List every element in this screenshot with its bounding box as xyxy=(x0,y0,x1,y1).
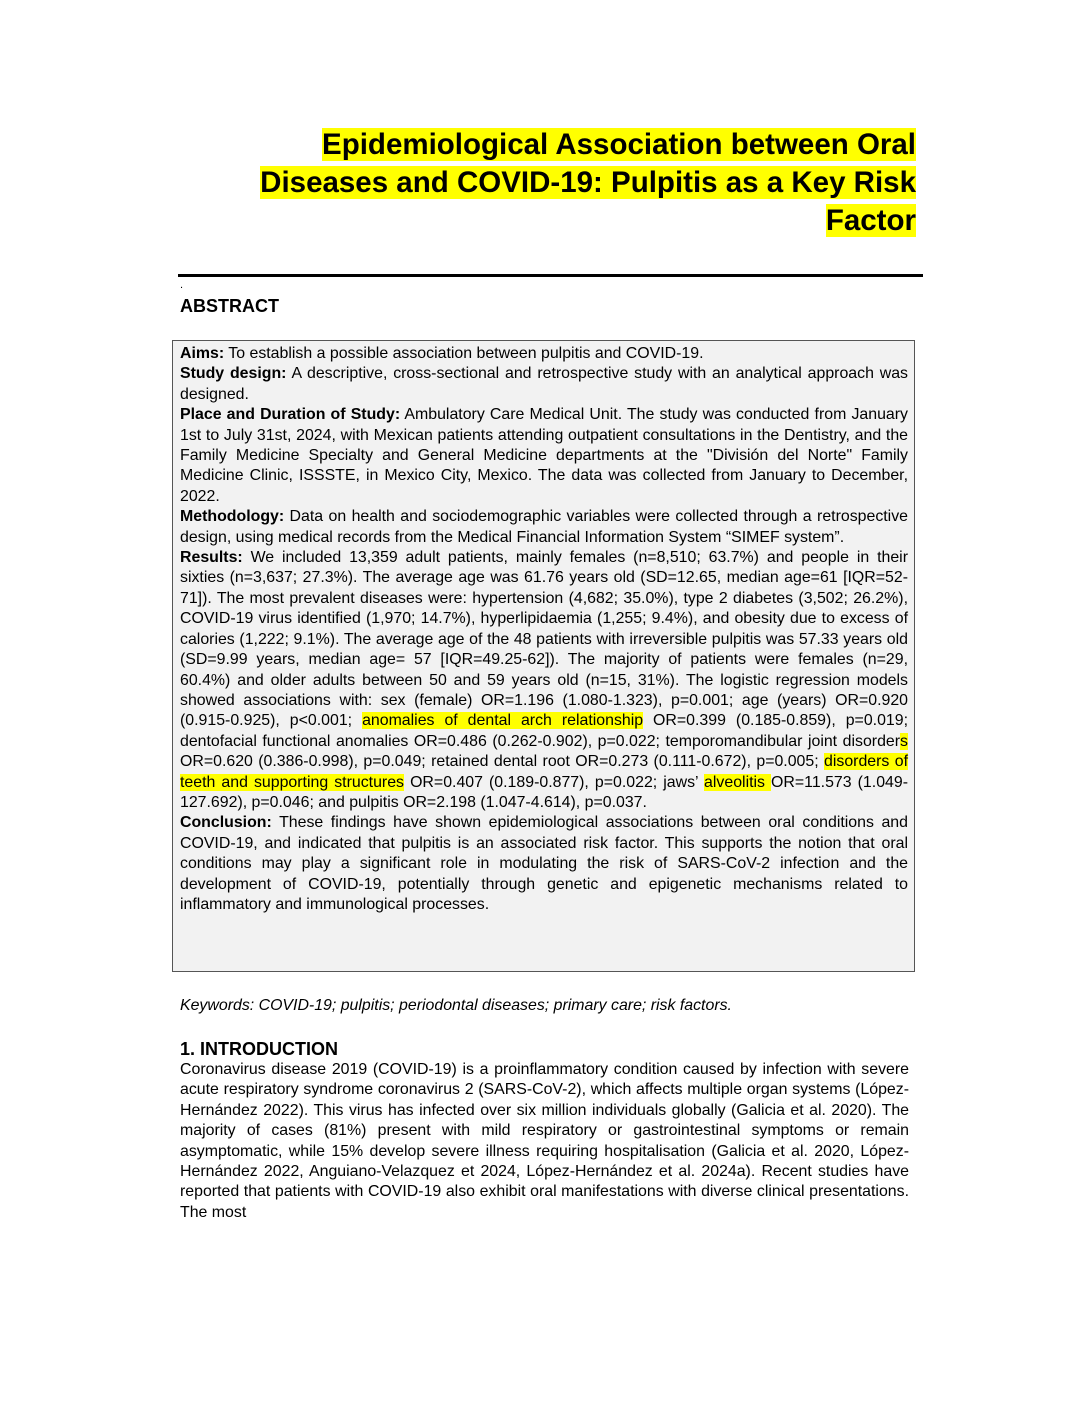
methodology-label: Methodology: xyxy=(180,508,285,526)
abstract-results xyxy=(180,548,908,813)
abstract-place-duration xyxy=(180,405,908,507)
aims-text: To establish a possible association between pulpitis and COVID-19. xyxy=(224,345,704,362)
place-label: Place and Duration of Study: xyxy=(180,406,401,424)
results-text-4: OR=0.407 (0.189-0.877), p=0.022; jaws’ xyxy=(404,773,705,791)
introduction-heading: 1. INTRODUCTION xyxy=(180,1039,339,1059)
results-text-3: OR=0.620 (0.386-0.998), p=0.049; retained dental root OR=0.273 (0.111-0.672), p=0.005; xyxy=(180,753,825,771)
results-text-5: OR=11.573 (1.049-127.692), p=0.046; and pulpitis OR=2.198 (1.047-4.614), p=0.037. xyxy=(180,773,908,811)
abstract-box xyxy=(172,340,915,972)
design-text: A descriptive, cross-sectional and retrospective study with an analytical approach was designed. xyxy=(180,365,908,403)
results-highlight-2: s xyxy=(900,732,908,750)
results-text-2: OR=0.399 (0.185-0.859), p=0.019; dentofacial functional anomalies OR=0.486 (0.262-0.902), p=0.022; temporomandibular joint disorder xyxy=(180,712,908,750)
results-highlight-4: alveolitis xyxy=(704,773,772,791)
title-divider xyxy=(178,274,923,277)
abstract-study-design xyxy=(180,364,908,405)
conclusion-text: These findings have shown epidemiological associations between oral conditions and COVID-19, and indicated that pulpitis is an associated risk factor. This supports the notion that oral conditions may play a significant role in modulating the risk of SARS-CoV-2 infection and the development of COVID-19, potentially through genetic and epigenetic mechanisms related to inflammatory and immunological processes. xyxy=(180,814,908,913)
results-text-1: We included 13,359 adult patients, mainly females (n=8,510; 63.7%) and people in their sixties (n=3,637; 27.3%). The average age was 61.76 years old (SD=12.65, median age=61 [IQR=52-71]). The most prevalent diseases were: hypertension (4,682; 35.0%), type 2 diabetes (3,502; 26.2%), COVID-19 virus identified (1,970; 14.7%), hyperlipidaemia (1,255; 9.4%), and obesity due to excess of calories (1,222; 9.1%). The average age of the 48 patients with irreversible pulpitis was 57.33 years old (SD=9.99 years, median age= 57 [IQR=49.25-62]). The majority of patients were females (n=29, 60.4%) and older adults between 50 and 59 years old (n=15, 31%). The logistic regression models showed associations with: sex (female) OR=1.196 (1.080-1.323), p=0.001; age (years) OR=0.920 (0.915-0.925), p<0.001; xyxy=(180,549,908,730)
divider-dot: . xyxy=(180,279,184,291)
design-label: Study design: xyxy=(180,365,287,383)
abstract-conclusion xyxy=(180,813,908,915)
title-line-1: Epidemiological Association between Oral xyxy=(322,128,916,161)
methodology-text: Data on health and sociodemographic variables were collected through a retrospective design, using medical records from the Medical Financial Information System “SIMEF system”. xyxy=(180,508,908,546)
abstract-methodology xyxy=(180,507,908,548)
results-highlight-3: disorders of teeth and supporting structures xyxy=(180,753,908,791)
place-text: Ambulatory Care Medical Unit. The study was conducted from January 1st to July 31st, 2024, with Mexican patients attending outpatient consultations in the Dentistry, and the Family Medicine Specialty and General Medicine departments at the "División del Norte" Family Medicine Clinic, ISSSTE, in Mexico City, Mexico. The data was collected from January to December, 2022. xyxy=(180,406,908,505)
introduction-body: Coronavirus disease 2019 (COVID-19) is a proinflammatory condition caused by infection with severe acute respiratory syndrome coronavirus 2 (SARS-CoV-2), which affects multiple organ systems (López-Hernández 2022). This virus has infected over six million individuals globally (Galicia et al. 2020). The majority of cases (81%) present with mild respiratory or gastrointestinal symptoms or remain asymptomatic, while 15% develop severe illness requiring hospitalisation (Galicia et al. 2020, López-Hernández 2022, Anguiano-Velazquez et 2024, López-Hernández et al. 2024a). Recent studies have reported that patients with COVID-19 also exhibit oral manifestations with diverse clinical presentations. The most xyxy=(180,1061,909,1221)
title-line-2: Diseases and COVID-19: Pulpitis as a Key Risk xyxy=(260,166,916,199)
paper-title xyxy=(190,126,916,240)
conclusion-label: Conclusion: xyxy=(180,814,272,832)
aims-label: Aims: xyxy=(180,345,225,362)
results-label: Results: xyxy=(180,549,243,567)
title-line-3: Factor xyxy=(825,204,916,237)
abstract-heading: ABSTRACT xyxy=(180,296,279,316)
results-highlight-1: anomalies of dental arch relationship xyxy=(362,712,644,730)
keywords-line: Keywords: COVID-19; pulpitis; periodontal diseases; primary care; risk factors. xyxy=(180,997,732,1014)
abstract-aims xyxy=(180,344,908,364)
